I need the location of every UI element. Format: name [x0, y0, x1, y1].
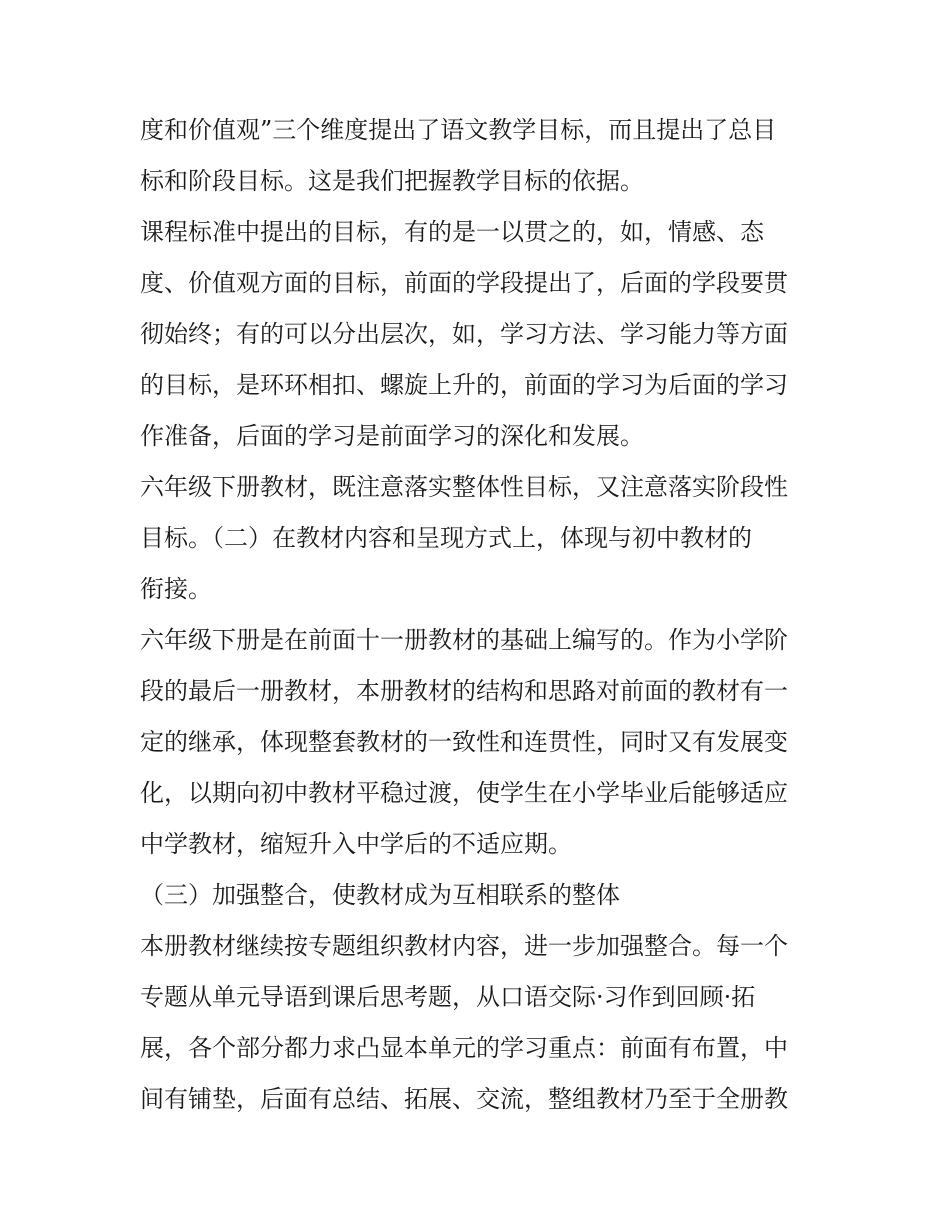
text-line: 标和阶段目标。这是我们把握教学目标的依据。 — [140, 167, 644, 195]
text-line: 定的继承，体现整套教材的一致性和连贯性，同时又有发展变 — [140, 728, 788, 756]
text-line: 度、价值观方面的目标，前面的学段提出了，后面的学段要贯 — [140, 269, 788, 297]
text-line: 段的最后一册教材，本册教材的结构和思路对前面的教材有一 — [140, 677, 788, 705]
text-line: 作准备，后面的学习是前面学习的深化和发展。 — [140, 422, 644, 450]
text-line: 本册教材继续按专题组织教材内容，进一步加强整合。每一个 — [140, 932, 788, 960]
text-line: 度和价值观”三个维度提出了语文教学目标，而且提出了总目 — [140, 116, 777, 144]
text-line: 化，以期向初中教材平稳过渡，使学生在小学毕业后能够适应 — [140, 779, 788, 807]
text-line: 的目标，是环环相扣、螺旋上升的，前面的学习为后面的学习 — [140, 371, 788, 399]
text-line: 间有铺垫，后面有总结、拓展、交流，整组教材乃至于全册教 — [140, 1085, 788, 1113]
text-line: 课程标准中提出的目标，有的是一以贯之的，如，情感、态 — [140, 218, 764, 246]
text-line: 六年级下册是在前面十一册教材的基础上编写的。作为小学阶 — [140, 626, 788, 654]
text-line: 彻始终；有的可以分出层次，如，学习方法、学习能力等方面 — [140, 320, 788, 348]
text-line: 专题从单元导语到课后思考题，从口语交际·习作到回顾·拓 — [140, 983, 756, 1011]
text-line: 六年级下册教材，既注意落实整体性目标，又注意落实阶段性 — [140, 473, 788, 501]
text-line: 衔接。 — [140, 575, 212, 603]
section-heading: （三）加强整合，使教材成为互相联系的整体 — [140, 881, 620, 909]
text-line: 中学教材，缩短升入中学后的不适应期。 — [140, 830, 572, 858]
text-line: 展，各个部分都力求凸显本单元的学习重点：前面有布置，中 — [140, 1034, 788, 1062]
text-line: 目标。（二）在教材内容和呈现方式上，体现与初中教材的 — [140, 524, 752, 552]
